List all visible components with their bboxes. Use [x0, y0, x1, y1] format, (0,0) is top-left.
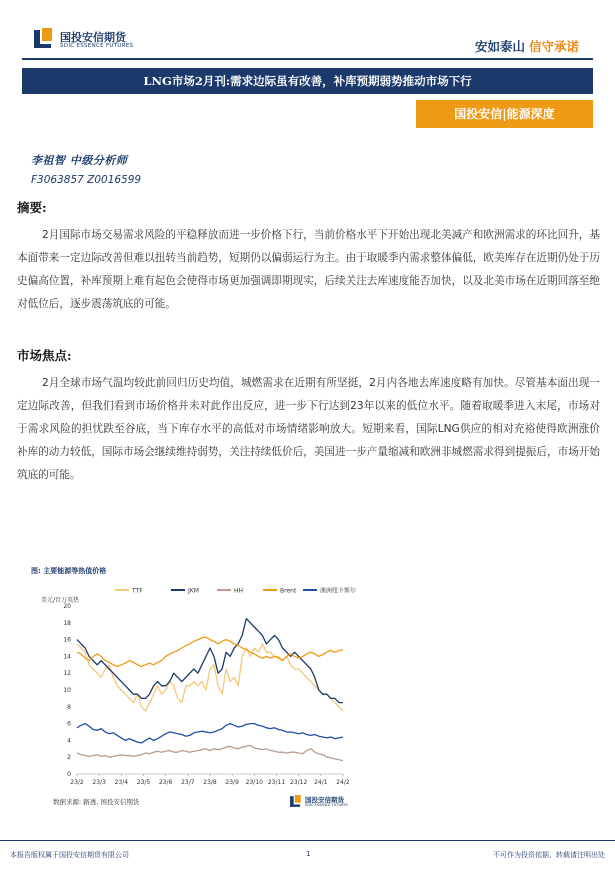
- legend-label-2: HH: [234, 587, 244, 595]
- focus-heading: 市场焦点:: [17, 348, 72, 363]
- report-category-tag: 国投安信|能源深度: [416, 100, 593, 128]
- header-divider: [22, 58, 593, 60]
- legend-label-3: Brent: [280, 587, 297, 595]
- y-tick-label: 0: [67, 771, 71, 778]
- copyright-notice: 本报告版权属于国投安信期货有限公司: [10, 851, 129, 859]
- summary-paragraph: 2月国际市场交易需求风险的平稳释放而进一步价格下行，当前价格水平下开始出现北美减产和欧洲需求的环比回升，基本面带来一定边际改善但难以扭转当前趋势，短期仍以偏弱运行为主。由于取暖季内需求整体偏低，欧美库存在近期仍处于历史偏高位置，补库预期上难有起色会使得市场更加强调即期现实，后续关注去库速度能否加快，以及北美市场在近期回落至绝对低位后，逐步震荡筑底的可能。: [17, 229, 600, 310]
- chart-watermark-logo: [290, 795, 370, 809]
- series-line-3: [77, 637, 343, 666]
- y-tick-label: 10: [63, 687, 71, 694]
- x-tick-label: 23/10: [245, 779, 263, 786]
- chart-source: 数据来源: 路透, 国投安信期货: [53, 798, 140, 806]
- disclaimer: 不可作为投资依据，转载请注明出处: [493, 851, 605, 859]
- y-tick-label: 16: [63, 636, 71, 644]
- small-logo-name-cn: 国投安信期货: [305, 796, 344, 804]
- x-tick-label: 23/5: [136, 779, 151, 786]
- author-line: 李祖智 中级分析师: [31, 154, 128, 167]
- y-tick-label: 2: [67, 754, 71, 762]
- logo-name-cn: 国投安信期货: [60, 31, 126, 44]
- y-tick-label: 4: [67, 737, 71, 745]
- small-logo-mark-icon: [290, 795, 302, 808]
- chart-caption: 图: 主要能源等热值价格: [31, 567, 107, 575]
- x-tick-label: 24/2: [336, 779, 350, 786]
- summary-heading: 摘要:: [17, 200, 47, 215]
- page-number: 1: [306, 850, 311, 858]
- x-tick-label: 23/2: [70, 779, 84, 786]
- legend-label-0: TTF: [132, 587, 143, 595]
- slogan-part-a: 安如泰山: [474, 39, 525, 54]
- x-tick-label: 23/9: [225, 779, 239, 786]
- logo-mark-icon: [34, 28, 54, 50]
- series-line-1: [77, 619, 343, 703]
- x-tick-label: 23/6: [158, 779, 173, 786]
- y-tick-label: 8: [67, 703, 71, 711]
- y-tick-label: 18: [63, 619, 71, 627]
- report-title: LNG市场2月刊:需求边际虽有改善，补库预期弱势推动市场下行: [22, 68, 593, 94]
- focus-paragraph: 2月全球市场气温均较此前回归历史均值，城燃需求在近期有所坚挺，2月内各地去库速度略有加快。尽管基本面出现一定边际改善，但我们看到市场价格并未对此作出反应，进一步下行达到23年以来的低位水平。随着取暖季进入末尾，市场对于需求风险的担忧跌至谷底，当下库存水平的高低对市场情绪影响放大。短期来看，国际LNG供应的相对充裕使得欧洲涨价补库的动力较低，国际市场会继续维持弱势，关注持续低价后，美国进一步产量缩减和欧洲非城燃需求得到提振后，市场开始筑底的可能。: [17, 377, 600, 481]
- x-tick-label: 23/11: [267, 779, 286, 786]
- series-line-4: [77, 724, 343, 743]
- x-tick-label: 23/7: [181, 779, 195, 786]
- company-logo: [34, 28, 184, 54]
- x-tick-label: 23/3: [92, 779, 106, 786]
- x-tick-label: 24/1: [314, 779, 328, 786]
- x-tick-label: 23/4: [114, 779, 129, 786]
- y-tick-label: 12: [63, 670, 71, 678]
- x-tick-label: 23/12: [290, 779, 308, 786]
- slogan-part-b: 信守承诺: [528, 39, 579, 54]
- y-tick-label: 14: [63, 653, 71, 661]
- x-tick-label: 23/8: [203, 779, 217, 786]
- y-tick-label: 20: [63, 603, 71, 610]
- analyst-codes: F3063857 Z0016599: [31, 174, 142, 186]
- logo-name-en: SDIC ESSENCE FUTURES: [60, 43, 134, 49]
- legend-label-1: JKM: [188, 587, 199, 595]
- legend-label-4: 澳洲纽卡斯尔: [320, 587, 357, 595]
- energy-price-chart: [31, 578, 357, 793]
- y-axis-label: 美元/百万英热: [41, 597, 80, 604]
- y-tick-label: 6: [67, 720, 71, 728]
- series-line-2: [77, 745, 343, 760]
- footer-divider: [0, 840, 615, 841]
- small-logo-name-en: SDIC ESSENCE FUTURES: [305, 803, 348, 807]
- slogan: [475, 37, 579, 55]
